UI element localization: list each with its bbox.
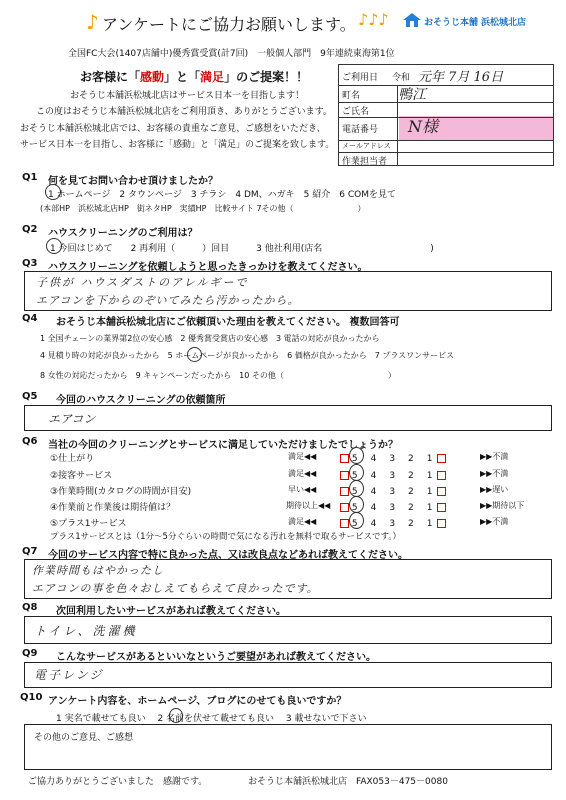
q4-number: Q4 [22,313,38,324]
email-label: メールアドレス [342,142,391,150]
phone-label: 電話番号 [342,125,379,135]
q6-row-2-right: ▶▶不満 [480,469,509,478]
proposal-prefix: お客様に「 [80,70,141,84]
q5-number: Q5 [22,391,38,402]
q10-number: Q10 [20,692,43,703]
q6-note: プラス1サービスとは（1分～5分ぐらいの時間で気になる汚れを無料で取るサービスです。） [50,532,402,542]
scale-values: 5 4 3 2 1 [351,454,435,464]
town-value: 鴨江 [398,87,426,103]
q6-number: Q6 [22,436,38,447]
q3-answer-line-2: エアコンを下からのぞいてみたら汚かったから。 [36,294,300,307]
name-label: ご氏名 [342,107,370,117]
q2-number: Q2 [22,224,38,235]
footer-contact: おそうじ本舗浜松城北店 FAX053－475－0080 [248,777,448,787]
house-logo-icon [402,12,422,28]
q6-row-3-left: 早い◀◀ [288,485,317,494]
q10-options: 1 実名で載せても良い 2 名前を伏せて載せても良い 3 載せないで下さい [56,714,367,724]
q6-row-5-right: ▶▶不満 [480,517,509,526]
q10-other-label: その他のご意見、ご感想 [34,733,134,743]
award-line: 全国FC大会(1407店舗中)優秀賞受賞(計7回) 一般個人部門 9年連続東海第1位 [68,49,395,59]
q8-question: 次回利用したいサービスがあれば教えてください。 [56,606,286,617]
q9-number: Q9 [22,648,38,659]
q3-question: ハウスクリーニングを依頼しようと思ったきっかけを教えてください。 [48,262,368,273]
date-era: 令和 [392,73,411,83]
staff-label: 作業担当者 [342,157,388,167]
proposal-mid: 」と「 [164,70,201,84]
q1-suboptions: (本部HP 浜松城北店HP 街ネタHP 実績HP 比較サイト 7その他（ ） [40,204,366,213]
proposal-suffix: 」のご提案！！ [224,70,309,84]
q4-options-line-3: 8 女性の対応だったから 9 キャンペーンだったから 10 その他（ ） [40,371,396,380]
scale-values: 5 4 3 2 1 [351,519,435,529]
q1-options: 1 ホームページ 2 タウンページ 3 チラシ 4 DM、ハガキ 5 紹介 6 COMを見て [48,190,396,200]
q8-answer: トイレ、洗濯機 [34,624,138,638]
q5-answer-box [24,405,552,431]
kando-text: 感動 [140,70,165,84]
q6-row-5-left: 満足◀◀ [288,517,317,526]
q6-row-4-label: ④作業前と作業後は期待値は？ [50,503,176,513]
q6-row-1-left: 満足◀◀ [288,452,317,461]
q8-number: Q8 [22,602,38,613]
q9-answer: 電子レンジ [34,668,104,682]
town-label: 町名 [342,91,361,101]
survey-title: アンケートにご協力お願いします。 [102,15,356,34]
q1-question: 何を見てお問い合わせ頂けましたか？ [48,176,218,187]
q6-row-2-label: ②接客サービス [50,471,113,481]
q6-row-2-circle [349,464,364,481]
q6-row-4-left: 期待以上◀◀ [286,501,331,510]
music-notes: ♪♪♪ [358,10,389,29]
q7-answer-line-2: エアコンの事を色々おしえてもらえて良かったです。 [32,582,319,595]
q2-options: 1 今回はじめて 2 再利用（ ）回目 3 他社利用(店名 ) [50,244,434,254]
q1-number: Q1 [22,172,38,183]
q7-answer-line-1: 作業時間もはやかったし [32,564,164,577]
q6-row-4-circle [349,496,364,513]
q10-question: アンケート内容を、ホームページ、ブログにのせても良いですか？ [48,696,347,707]
scale-values: 5 4 3 2 1 [351,487,435,497]
footer-thanks: ご協力ありがとうございました 感謝です。 [28,777,208,787]
intro-line-4: サービス日本一を目指し、お客様に「感動」と「満足」のご提案を致します。 [20,140,335,150]
q6-row-1-circle [349,447,364,464]
proposal-heading [80,68,308,85]
q3-answer-line-1: 子供が ハウスダストのアレルギーで [36,276,249,289]
brand-name: おそうじ本舗 [424,18,479,28]
q4-options-line-2: 4 見積り時の対応が良かったから 5 ホームページが良かったから 6 価格が良かったから 7 プラスワンサービス [40,351,455,360]
q7-question: 今回のサービス内容で特に良かった点、又は改良点などあれば教えてください。 [48,550,408,561]
manzoku-text: 満足 [200,70,225,84]
intro-line-1: おそうじ本舗浜松城北店はサービス日本一を目指します！ [70,91,305,101]
q6-row-4-right: ▶▶期待以下 [480,501,525,510]
q6-row-3-right: ▶▶遅い [480,485,509,494]
q6-question: 当社の今回のクリーニングとサービスに満足していただけましたでしょうか？ [48,440,398,451]
q6-row-1-label: ①仕上がり [50,454,95,464]
scale-values: 5 4 3 2 1 [351,503,435,513]
q7-number: Q7 [22,546,38,557]
q2-question: ハウスクリーニングのご利用は？ [48,228,198,239]
scale-values: 5 4 3 2 1 [351,471,435,481]
q6-row-3-label: ③作業時間(カタログの時間が目安) [50,487,192,497]
intro-line-3: おそうじ本舗浜松城北店では、お客様の貴重なご意見、ご感想をいただき、 [20,124,326,134]
q5-answer: エアコン [48,412,96,426]
q9-question: こんなサービスがあるといいなというご要望があれば教えてください。 [56,652,376,663]
q6-row-5-label: ⑤プラス1サービス [50,519,127,529]
note-icon: ♪ [86,10,99,34]
q4-options-line-1: 1 全国チェーンの業界第2位の安心感 2 優秀賞受賞店の安心感 3 電話の対応が良かったから [40,334,380,343]
q4-question: おそうじ本舗浜松城北店にご依頼頂いた理由を教えてください。 複数回答可 [56,317,400,328]
date-label: ご利用日 [342,73,379,83]
q5-question: 今回のハウスクリーニングの依頼箇所 [56,395,226,406]
q3-number: Q3 [22,258,38,269]
phone-value: N様 [408,117,439,136]
date-value: 元年 7月 16日 [418,70,504,85]
q6-row-2-left: 満足◀◀ [288,469,317,478]
store-name: 浜松城北店 [481,18,527,28]
q6-row-3-circle [349,480,364,497]
q6-row-1-right: ▶▶不満 [480,452,509,461]
intro-line-2: この度はおそうじ本舗浜松城北店をご利用頂き、ありがとうございます。 [36,107,332,117]
q6-row-5-circle [349,512,364,529]
